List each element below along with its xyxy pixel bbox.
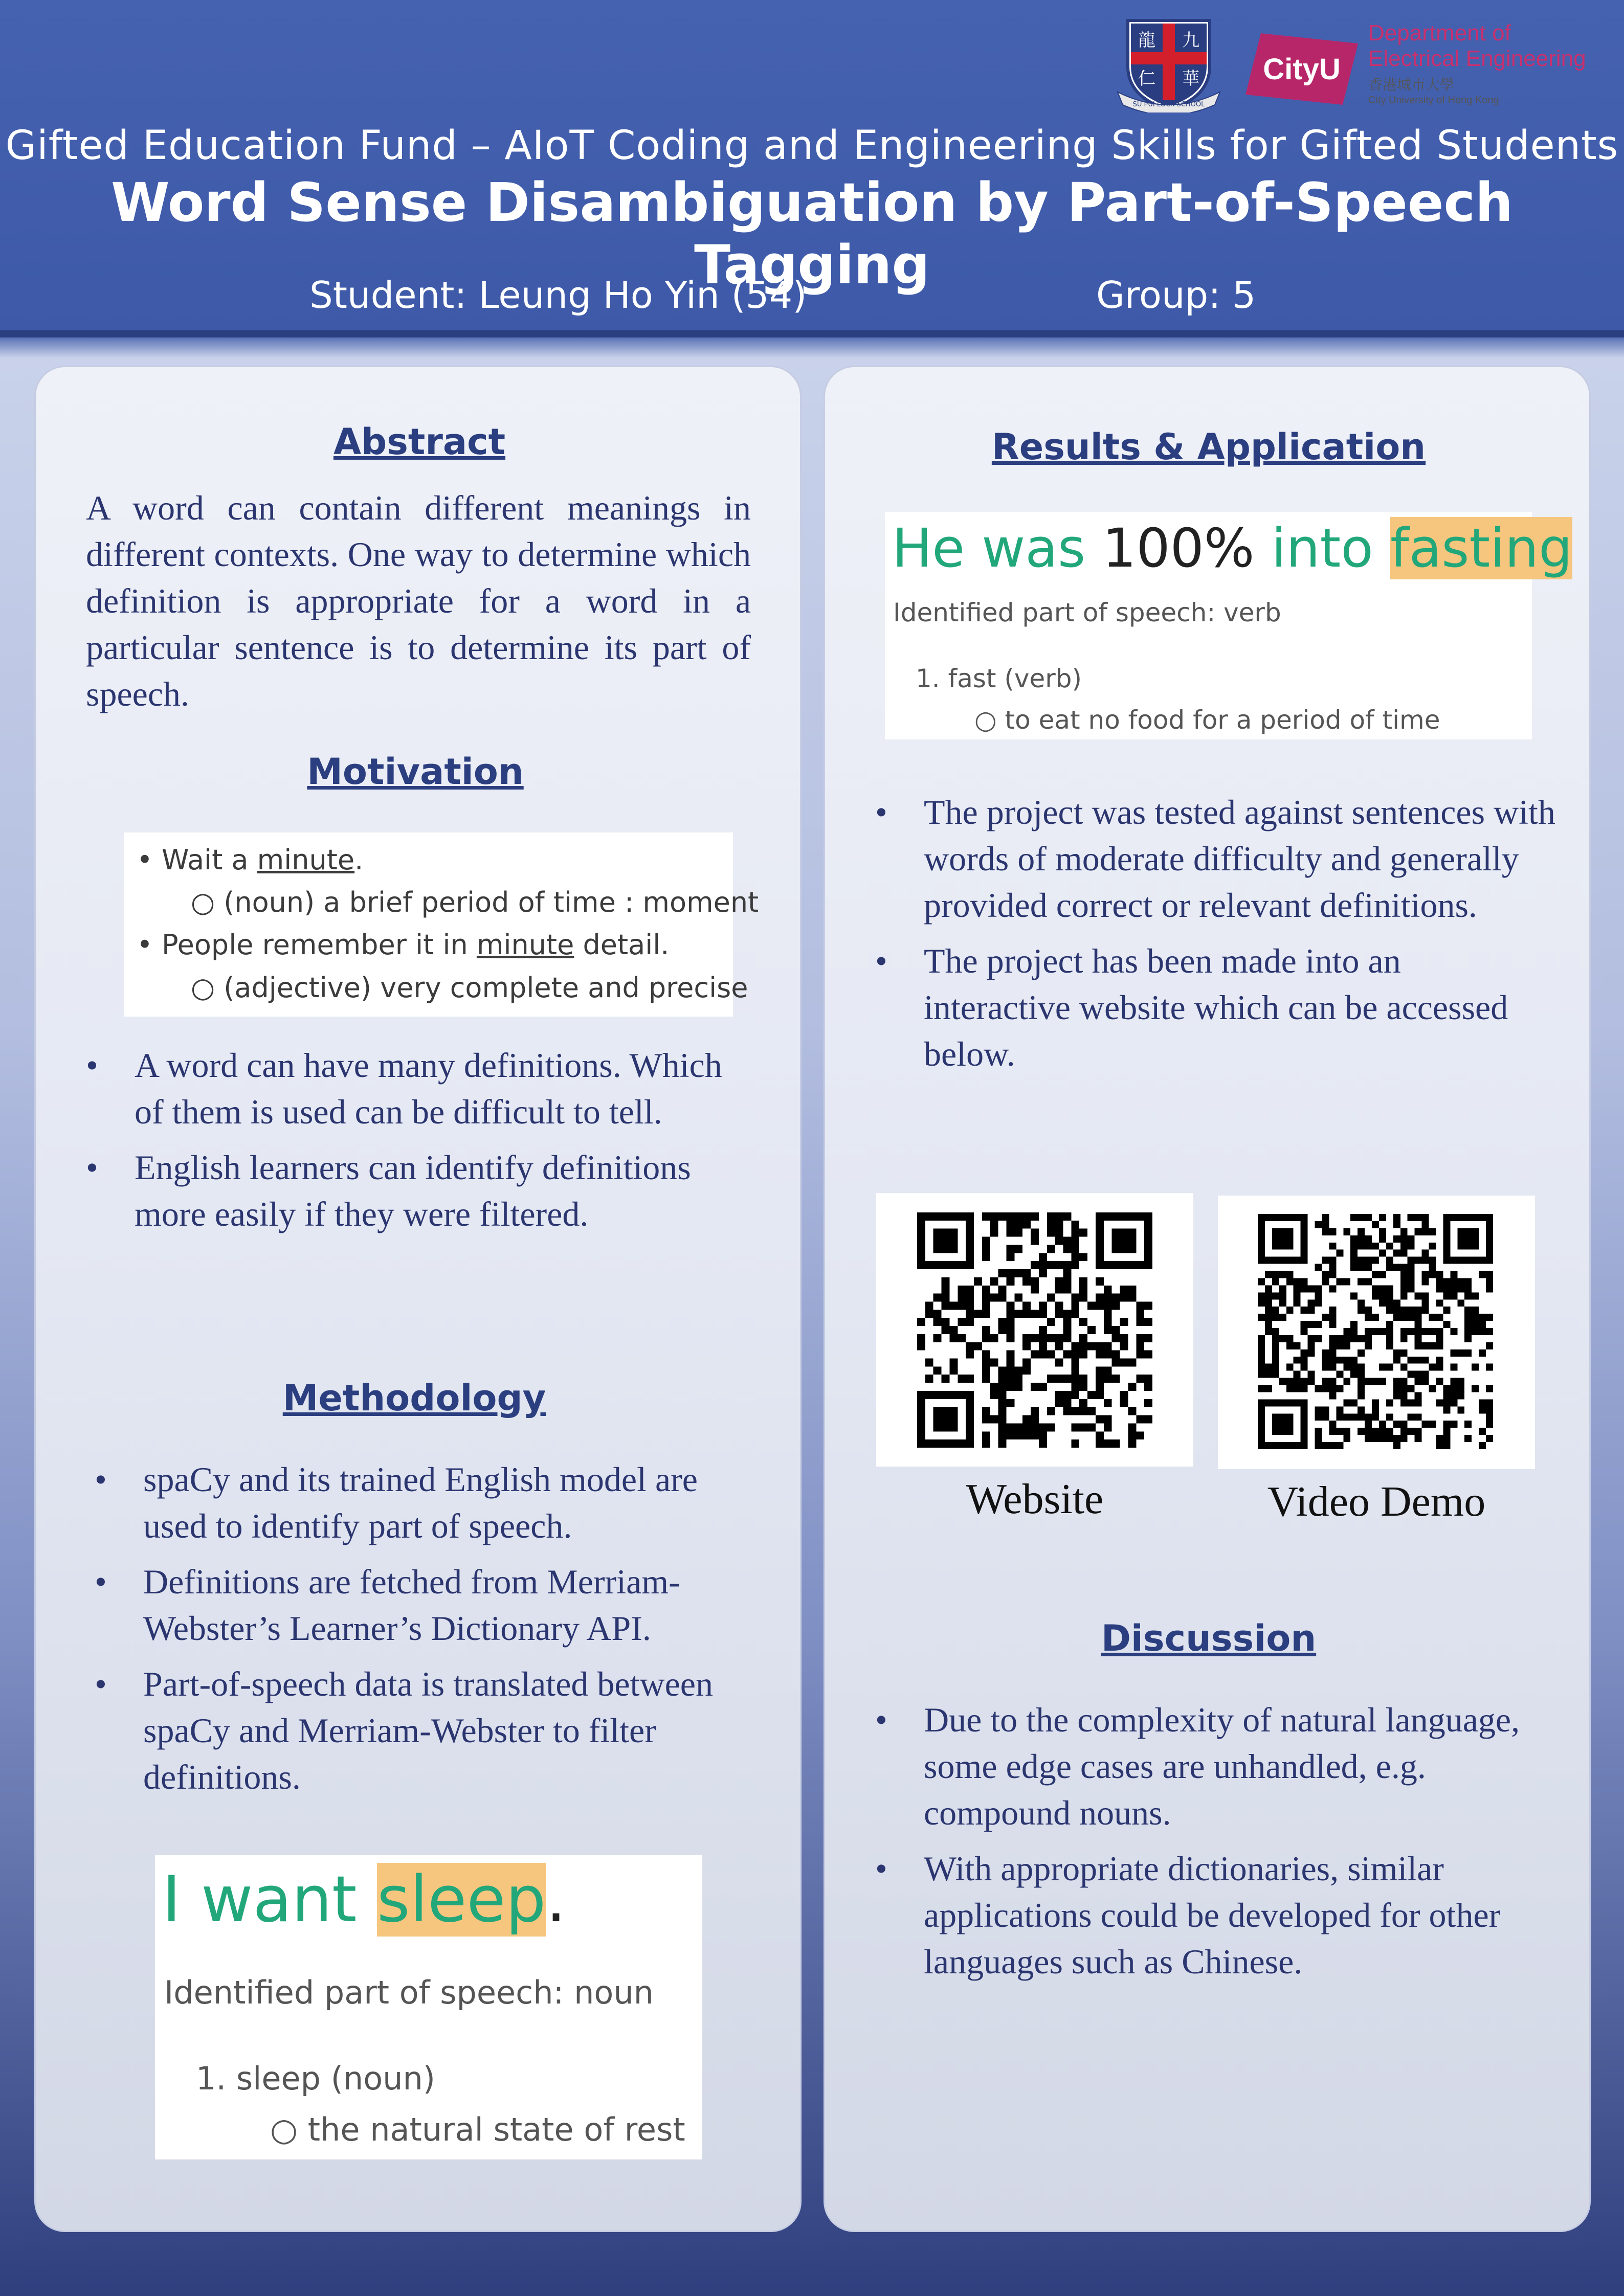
dept-line-2: Electrical Engineering (1368, 46, 1586, 71)
highlighted-word: fasting (1390, 517, 1573, 579)
list-item: • English learners can identify definitions more easily if they were filtered. (86, 1144, 756, 1237)
crest-char-2: 九 (1182, 30, 1199, 51)
demo-def-head: 1. fast (verb) (916, 664, 1082, 693)
school-crest-icon (1113, 15, 1225, 112)
website-qr-code[interactable] (876, 1193, 1193, 1467)
student-name: Student: Leung Ho Yin (54) (309, 274, 807, 317)
highlighted-word: minute (476, 929, 574, 961)
motivation-bullets (86, 1042, 756, 1247)
cityu-logo-text: CityU (1263, 53, 1341, 86)
department-name (1368, 20, 1586, 106)
discussion-heading: Discussion (1101, 1617, 1317, 1659)
list-item: • The project was tested against sentences with words of moderate difficulty and generally provided correct or relevant definitions. (875, 789, 1555, 929)
university-chinese-name: 香港城市大學 (1368, 77, 1455, 93)
qr-code-icon (1258, 1214, 1493, 1449)
example-line-3: • People remember it in minute detail. (137, 929, 670, 961)
crest-ribbon-text: SU PUI LOCK SCHOOL (1132, 101, 1205, 108)
dept-line-1: Department of (1368, 20, 1511, 46)
qr-code-icon (917, 1212, 1152, 1448)
crest-char-1: 龍 (1138, 30, 1155, 51)
list-item: • The project has been made into an interactive website which can be accessed below. (875, 938, 1555, 1077)
poster-header (0, 0, 1624, 337)
demo-def-item: ○ to eat no food for a period of time (974, 705, 1440, 735)
motivation-heading: Motivation (307, 751, 524, 793)
results-bullets (875, 789, 1555, 1087)
poster-subtitle: Gifted Education Fund – AIoT Coding and Engineering Skills for Gifted Students (5, 123, 1619, 169)
university-english-name: City University of Hong Kong (1368, 95, 1499, 106)
example-line-2: ○ (noun) a brief period of time : moment (191, 886, 759, 918)
website-qr-label: Website (966, 1475, 1104, 1523)
demo-pos-line: Identified part of speech: noun (164, 1974, 654, 2011)
demo-sentence: He was 100% into fasting (892, 517, 1573, 579)
list-item: • With appropriate dictionaries, similar applications could be developed for other languages such as Chinese. (875, 1845, 1555, 1985)
demo-screenshot-sleep (155, 1855, 702, 2159)
logo-group (1113, 15, 1586, 112)
left-panel (34, 366, 802, 2232)
group-number: Group: 5 (1096, 274, 1256, 317)
highlighted-word: sleep (377, 1863, 546, 1937)
example-line-4: ○ (adjective) very complete and precise (191, 972, 748, 1004)
methodology-bullets (95, 1456, 770, 1810)
abstract-text: A word can contain different meanings in different contexts. One way to determine which definition is appropriate for a word in a particular sentence is to determine its part of speech. (86, 488, 751, 713)
motivation-example-card (124, 832, 759, 1017)
demo-pos-line: Identified part of speech: verb (893, 598, 1281, 627)
demo-screenshot-fasting (885, 512, 1573, 739)
crest-char-3: 仁 (1138, 69, 1155, 89)
right-panel (824, 366, 1591, 2232)
list-item: • Definitions are fetched from Merriam-Webster’s Learner’s Dictionary API. (95, 1559, 770, 1652)
poster-title: Word Sense Disambiguation by Part-of-Speech Tagging (110, 171, 1514, 296)
demo-sentence: I want sleep. (162, 1863, 566, 1937)
list-item: • A word can have many definitions. Which of them is used can be difficult to tell. (86, 1042, 756, 1135)
highlighted-word: minute (257, 844, 355, 876)
list-item: • Due to the complexity of natural language, some edge cases are unhandled, e.g. compound nouns. (875, 1697, 1555, 1836)
demo-def-item: ○ the natural state of rest (270, 2111, 685, 2148)
example-line-1: • Wait a minute. (137, 844, 364, 876)
results-heading: Results & Application (991, 426, 1426, 468)
methodology-heading: Methodology (282, 1377, 546, 1419)
list-item: • Part-of-speech data is translated between spaCy and Merriam-Webster to filter definitions. (95, 1661, 770, 1800)
cityu-logo-icon (1240, 28, 1363, 110)
demo-def-head: 1. sleep (noun) (196, 2060, 435, 2097)
video-demo-qr-code[interactable] (1218, 1196, 1535, 1469)
video-demo-qr-label: Video Demo (1267, 1478, 1486, 1525)
list-item: • spaCy and its trained English model are used to identify part of speech. (95, 1456, 770, 1549)
discussion-bullets (875, 1697, 1555, 1994)
crest-char-4: 華 (1182, 69, 1199, 89)
abstract-heading: Abstract (333, 421, 506, 463)
